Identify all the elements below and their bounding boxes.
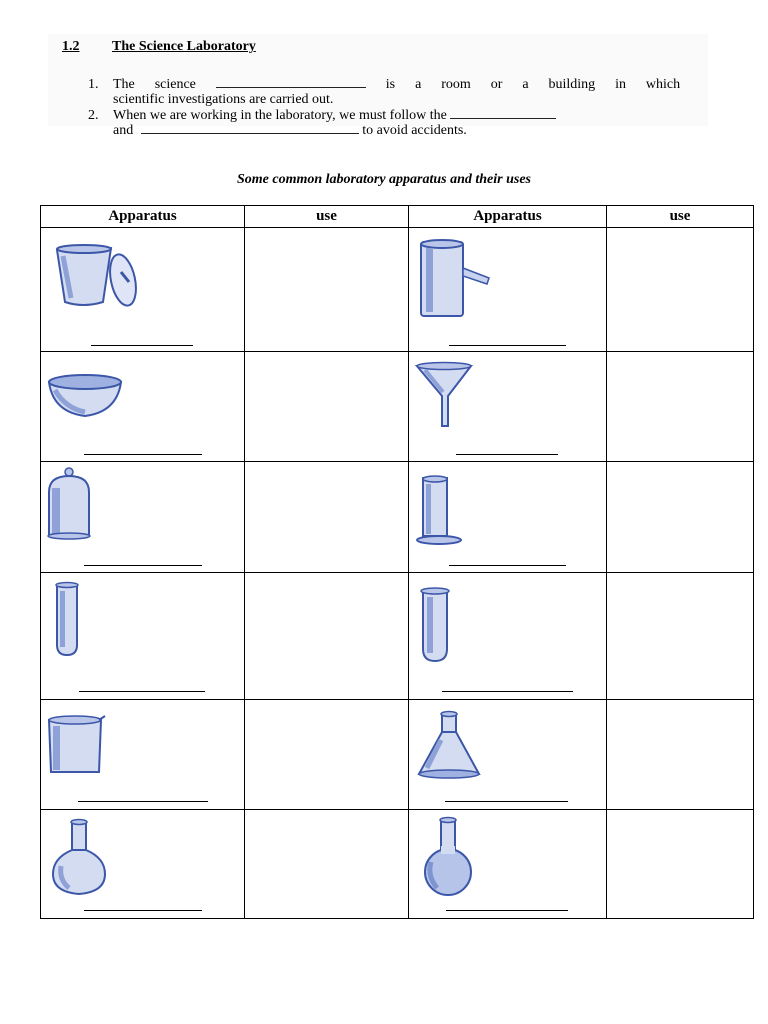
use-cell[interactable] (245, 573, 409, 700)
apparatus-cell (409, 810, 607, 919)
apparatus-table (40, 205, 754, 919)
answer-line[interactable] (446, 910, 568, 911)
answer-line[interactable] (84, 454, 202, 455)
column-header-apparatus: Apparatus (41, 206, 245, 228)
question-2-line-1: When we are working in the laboratory, we must follow the (113, 108, 680, 123)
table-row (41, 462, 754, 573)
use-cell[interactable] (607, 810, 754, 919)
use-cell[interactable] (607, 462, 754, 573)
gas-jar-icon (417, 238, 497, 320)
conical-flask-icon (415, 710, 485, 782)
question-1 (88, 77, 680, 107)
answer-line[interactable] (449, 345, 566, 346)
section-heading (62, 39, 256, 55)
round-bottomed-flask-icon (417, 816, 479, 896)
fill-in-blank[interactable] (141, 123, 359, 134)
use-cell[interactable] (245, 352, 409, 462)
question-2-line-2: and to avoid accidents. (113, 123, 467, 138)
apparatus-cell (41, 573, 245, 700)
question-2 (88, 108, 680, 138)
apparatus-cell (41, 700, 245, 810)
evaporating-dish-icon (45, 368, 125, 422)
answer-line[interactable] (449, 565, 566, 566)
beaker-icon (43, 712, 109, 778)
use-cell[interactable] (245, 462, 409, 573)
apparatus-cell (41, 462, 245, 573)
answer-line[interactable] (445, 801, 568, 802)
apparatus-cell (409, 228, 607, 352)
answer-line[interactable] (78, 801, 208, 802)
use-cell[interactable] (245, 810, 409, 919)
table-row (41, 573, 754, 700)
question-1-line-2: scientific investigations are carried out. (113, 92, 334, 107)
answer-line[interactable] (456, 454, 558, 455)
apparatus-cell (41, 810, 245, 919)
question-1-line-1: The science is a room or a building in which (113, 77, 681, 92)
answer-line[interactable] (84, 565, 202, 566)
crucible-with-lid-icon (51, 240, 141, 310)
table-row (41, 700, 754, 810)
apparatus-cell (409, 462, 607, 573)
flat-bottomed-flask-icon (51, 818, 111, 898)
boiling-tube-icon (415, 587, 455, 665)
apparatus-cell (41, 228, 245, 352)
apparatus-cell (409, 573, 607, 700)
use-cell[interactable] (607, 573, 754, 700)
bell-jar-icon (45, 466, 101, 540)
use-cell[interactable] (607, 228, 754, 352)
answer-line[interactable] (79, 691, 205, 692)
section-number: 1.2 (62, 39, 80, 54)
table-row (41, 352, 754, 462)
section-title: The Science Laboratory (112, 39, 256, 54)
test-tube-icon (51, 581, 85, 659)
fill-in-blank[interactable] (216, 77, 366, 88)
apparatus-cell (41, 352, 245, 462)
table-row (41, 228, 754, 352)
answer-line[interactable] (84, 910, 202, 911)
use-cell[interactable] (245, 228, 409, 352)
use-cell[interactable] (245, 700, 409, 810)
table-caption: Some common laboratory apparatus and their uses (236, 172, 532, 187)
question-number: 2. (88, 108, 99, 123)
table-header-row (41, 206, 754, 228)
answer-line[interactable] (442, 691, 573, 692)
column-header-apparatus: Apparatus (409, 206, 607, 228)
table-row (41, 810, 754, 919)
measuring-cylinder-icon (415, 474, 469, 548)
column-header-use: use (607, 206, 754, 228)
fill-in-blank[interactable] (450, 108, 556, 119)
use-cell[interactable] (607, 352, 754, 462)
apparatus-cell (409, 352, 607, 462)
apparatus-cell (409, 700, 607, 810)
use-cell[interactable] (607, 700, 754, 810)
column-header-use: use (245, 206, 409, 228)
answer-line[interactable] (91, 345, 193, 346)
funnel-icon (413, 360, 475, 432)
question-number: 1. (88, 77, 99, 92)
